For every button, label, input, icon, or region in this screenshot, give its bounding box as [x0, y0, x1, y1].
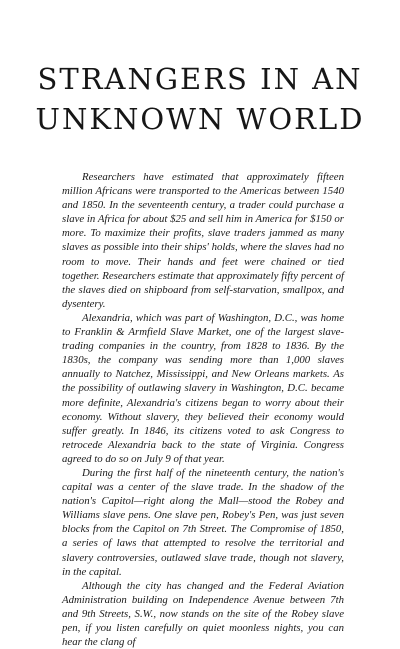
chapter-body — [62, 170, 344, 649]
chapter-title-line-2: UNKNOWN WORLD — [35, 102, 365, 136]
paragraph-3: During the first half of the nineteenth century, the nation's capital was a center of the slave trade. In the shadow of the nation's Capitol—right along the Mall—stood the Robey and Williams slave pens. One slave pen, Robey's Pen, was just seven blocks from the Capitol on 7th Street. The Compromise of 1850, a series of laws that attempted to resolve the territorial and slavery controversies, outlawed slave trade, though not slavery, in the capital. — [62, 466, 344, 578]
chapter-title-line-1: STRANGERS IN AN — [37, 62, 363, 96]
paragraph-1: Researchers have estimated that approximately fifteen million Africans were transported to the Americas between 1540 and 1850. In the seventeenth century, a trader could purchase a slave in Africa for about $25 and sell him in America for $150 or more. To maximize their profits, slave traders jammed as many slaves as possible into their ships' holds, where the slaves had no room to move. Their hands and feet were chained or tied together. Researchers estimate that approximately fifty percent of the slaves died on shipboard from self-starvation, smallpox, and dysentery. — [62, 171, 344, 310]
paragraph-2: Alexandria, which was part of Washington, D.C., was home to Franklin & Armfield Slave Market, one of the largest slave-trading companies in the country, from 1828 to 1836. By the 1830s, the company was sending more than 1,000 slaves annually to Natchez, Mississippi, and New Orleans markets. As the possibility of outlawing slavery in Washington, D.C. became more definite, Alexandria's citizens began to worry about their economy. Without slavery, they believed their economy would suffer greatly. In 1846, its citizens voted to ask Congress to retrocede Alexandria back to the state of Virginia. Congress agreed to do so on July 9 of that year. — [62, 311, 344, 465]
paragraph-4: Although the city has changed and the Federal Aviation Administration building on Independence Avenue between 7th and 9th Streets, S.W., now stands on the site of the Robey slave pen, if you listen carefully on quiet moonless nights, you can hear the clang of — [62, 579, 344, 649]
